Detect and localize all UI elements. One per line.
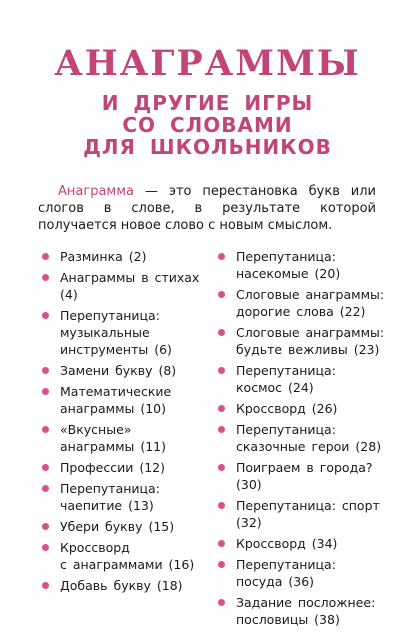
toc-item-line: посуда (36): [236, 574, 315, 589]
toc-left-column: [40, 248, 200, 598]
toc-item-line: анаграммы (11): [60, 439, 167, 454]
toc-item: [40, 459, 200, 476]
toc-item-line: Перепутаница:: [236, 422, 336, 437]
bullet-icon: [42, 253, 49, 260]
toc-item: [40, 269, 200, 303]
toc-item-line: Перепутаница:: [60, 481, 160, 496]
toc-item: [40, 421, 200, 455]
bullet-icon: [218, 540, 225, 547]
toc-item-line: Перепутаница:: [236, 249, 336, 264]
toc-item: [40, 577, 200, 594]
toc-item-line: анаграммы (10): [60, 401, 167, 416]
bullet-icon: [42, 582, 49, 589]
toc-item-line: Слоговые анаграммы:: [236, 287, 385, 302]
toc-item-line: Разминка (2): [60, 249, 147, 264]
toc-item-line: Математические: [60, 384, 172, 399]
toc-item-line: Поиграем в города? (30): [236, 460, 373, 492]
toc-item: [216, 286, 386, 320]
toc-item: [40, 362, 200, 379]
toc-right-column: [216, 248, 386, 632]
bullet-icon: [218, 599, 225, 606]
bullet-icon: [42, 426, 49, 433]
toc-item: [40, 480, 200, 514]
toc-item-line: будьте вежливы (23): [236, 342, 380, 357]
bullet-icon: [42, 485, 49, 492]
bullet-icon: [42, 523, 49, 530]
subtitle-line-2: СО СЛОВАМИ: [122, 113, 293, 137]
page-title: АНАГРАММЫ: [54, 43, 361, 84]
bullet-icon: [218, 426, 225, 433]
toc-item-line: Перепутаница:: [60, 308, 160, 323]
bullet-icon: [42, 388, 49, 395]
toc-item-line: сказочные герои (28): [236, 439, 382, 454]
toc-item-line: Слоговые анаграммы:: [236, 325, 385, 340]
toc-item-line: космос (24): [236, 380, 314, 395]
bullet-icon: [42, 274, 49, 281]
toc-item-line: Добавь букву (18): [60, 578, 183, 593]
toc-item: [216, 459, 386, 493]
toc-item: [216, 594, 386, 628]
toc-item-line: Задание посложнее:: [236, 595, 376, 610]
toc-item-line: Кроссворд (26): [236, 401, 338, 416]
toc-item-line: Замени букву (8): [60, 363, 177, 378]
toc-item-line: пословицы (38): [236, 612, 340, 627]
toc-item-line: с анаграммами (16): [60, 557, 195, 572]
toc-item-line: Убери букву (15): [60, 519, 175, 534]
toc-item: [216, 248, 386, 282]
toc-item: [40, 248, 200, 265]
bullet-icon: [218, 253, 225, 260]
toc-item: [216, 421, 386, 455]
toc-item-line: Кроссворд (34): [236, 536, 338, 551]
bullet-icon: [218, 464, 225, 471]
bullet-icon: [218, 405, 225, 412]
toc-item: [40, 518, 200, 535]
toc-item-line: чаепитие (13): [60, 498, 154, 513]
toc-item-line: дорогие слова (22): [236, 304, 366, 319]
toc-item-line: Перепутаница: спорт (32): [236, 498, 380, 530]
intro-term: Анаграмма: [58, 184, 134, 199]
toc-item: [216, 556, 386, 590]
toc-item: [216, 362, 386, 396]
toc-item-line: Анаграммы в стихах (4): [60, 270, 200, 302]
bullet-icon: [218, 502, 225, 509]
toc-item-line: музыкальные инструменты (6): [60, 325, 172, 357]
toc-item: [216, 497, 386, 531]
toc-item-line: Перепутаница:: [236, 557, 336, 572]
bullet-icon: [42, 544, 49, 551]
toc-item: [216, 400, 386, 417]
toc-item: [216, 324, 386, 358]
toc-item: [40, 383, 200, 417]
intro-definition: — это перестановка букв или слогов в слове, в результате которой получается новое слово с новым смыслом.: [38, 184, 376, 233]
bullet-icon: [218, 329, 225, 336]
subtitle-line-3: ДЛЯ ШКОЛЬНИКОВ: [83, 135, 332, 159]
bullet-icon: [42, 464, 49, 471]
bullet-icon: [42, 367, 49, 374]
bullet-icon: [218, 367, 225, 374]
bullet-icon: [42, 312, 49, 319]
toc-item: [216, 535, 386, 552]
bullet-icon: [218, 561, 225, 568]
toc-item-line: «Вкусные»: [60, 422, 132, 437]
toc-item-line: Перепутаница:: [236, 363, 336, 378]
intro-paragraph: [38, 183, 376, 234]
toc-item-line: насекомые (20): [236, 266, 341, 281]
toc-item: [40, 539, 200, 573]
subtitle-line-1: И ДРУГИЕ ИГРЫ: [101, 91, 314, 115]
toc-item-line: Кроссворд: [60, 540, 130, 555]
bullet-icon: [218, 291, 225, 298]
toc-item-line: Профессии (12): [60, 460, 165, 475]
toc-item: [40, 307, 200, 358]
